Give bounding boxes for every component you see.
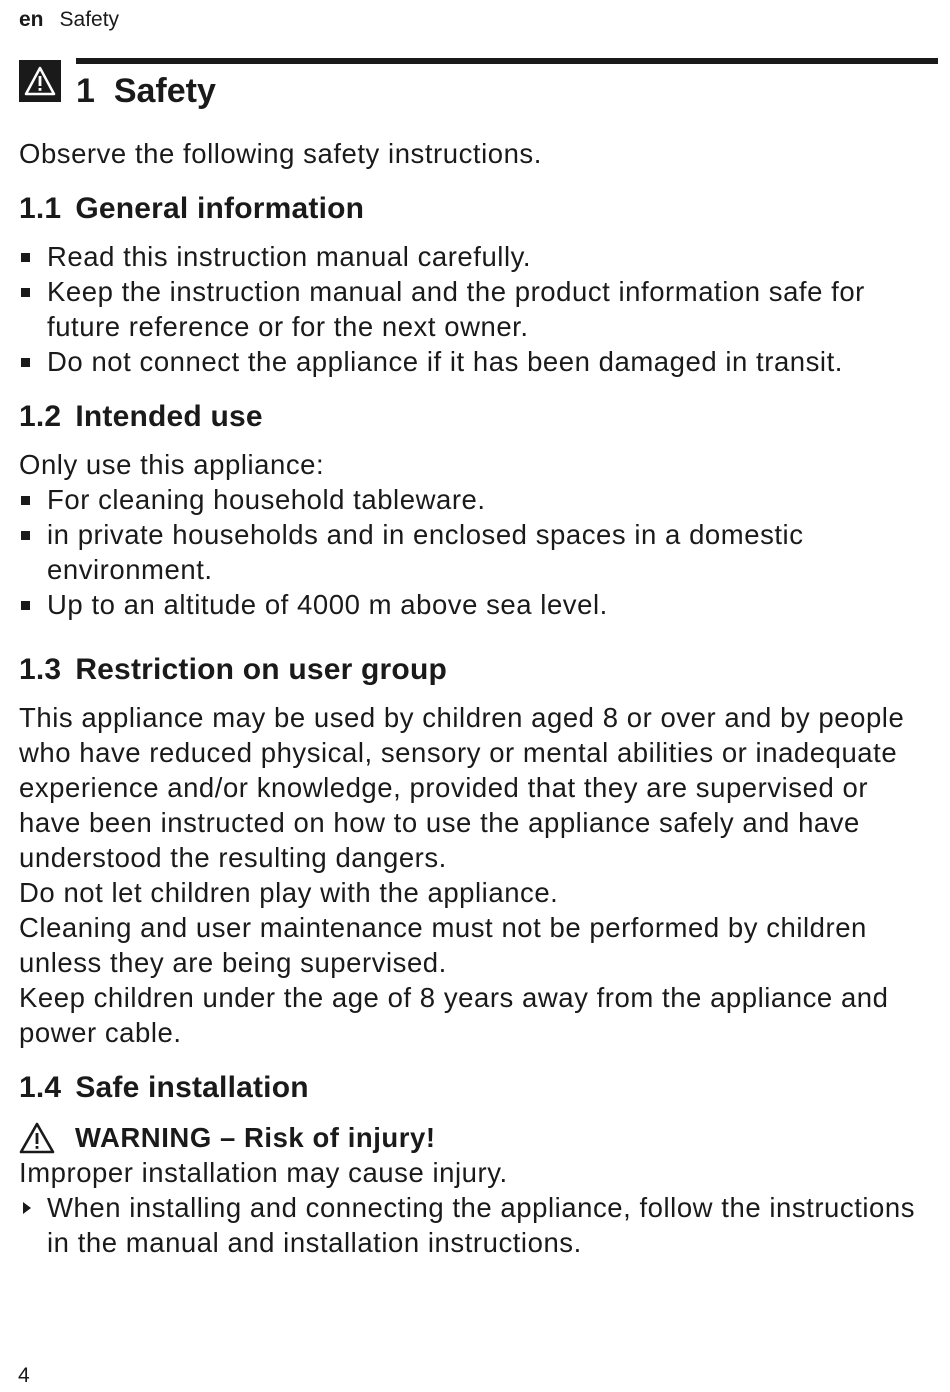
- action-item: When installing and connecting the appliance, follow the instructions in the manual and installation instructions.: [19, 1190, 934, 1260]
- section-number: 1.1: [19, 192, 62, 225]
- section-heading: [19, 1070, 934, 1106]
- page-title: [76, 72, 216, 111]
- list-item: in private households and in enclosed spaces in a domestic environment.: [19, 517, 934, 587]
- page-number: 4: [18, 1364, 30, 1387]
- section-number: 1.4: [19, 1071, 62, 1104]
- list-item: Up to an altitude of 4000 m above sea level.: [19, 587, 934, 622]
- paragraph: Cleaning and user maintenance must not be performed by children unless they are being supervised.: [19, 912, 867, 978]
- title-text: Safety: [113, 72, 216, 110]
- section-heading: [19, 652, 934, 688]
- intro-text: Observe the following safety instructions.: [19, 138, 542, 169]
- warning-heading: [19, 1120, 934, 1155]
- warning-title: WARNING – Risk of injury!: [75, 1122, 436, 1153]
- paragraph: This appliance may be used by children aged 8 or over and by people who have reduced physical, sensory or mental abilities or inadequate experience and/or knowledge, provided that they are supervised or have been instructed on how to use the appliance safely and have understood the resulting dangers.: [19, 702, 905, 873]
- bullet-list: [19, 239, 934, 379]
- paragraph: Keep children under the age of 8 years away from the appliance and power cable.: [19, 982, 889, 1048]
- list-item: Read this instruction manual carefully.: [19, 239, 934, 274]
- section-title: Restriction on user group: [75, 653, 448, 686]
- title-number: 1: [76, 72, 95, 110]
- title-rule: [76, 58, 938, 64]
- main-content: [19, 136, 934, 1260]
- list-item: For cleaning household tableware.: [19, 482, 934, 517]
- list-item: Do not connect the appliance if it has been damaged in transit.: [19, 344, 934, 379]
- header-section: Safety: [59, 8, 120, 31]
- page-header: [19, 8, 119, 32]
- section-title: Safe installation: [75, 1071, 309, 1104]
- warning-triangle-icon: [19, 60, 61, 102]
- section-heading: [19, 191, 934, 227]
- bullet-list: [19, 482, 934, 622]
- language-code: en: [19, 8, 44, 31]
- list-item: Keep the instruction manual and the product information safe for future reference or for the next owner.: [19, 274, 934, 344]
- paragraph: Do not let children play with the appliance.: [19, 877, 559, 908]
- warning-text: Improper installation may cause injury.: [19, 1157, 508, 1188]
- section-number: 1.2: [19, 400, 62, 433]
- section-number: 1.3: [19, 653, 62, 686]
- section-title: Intended use: [75, 400, 263, 433]
- section-heading: [19, 399, 934, 435]
- lead-text: Only use this appliance:: [19, 449, 325, 480]
- warning-triangle-icon: [19, 1122, 55, 1154]
- section-title: General information: [75, 192, 365, 225]
- action-list: [19, 1190, 934, 1260]
